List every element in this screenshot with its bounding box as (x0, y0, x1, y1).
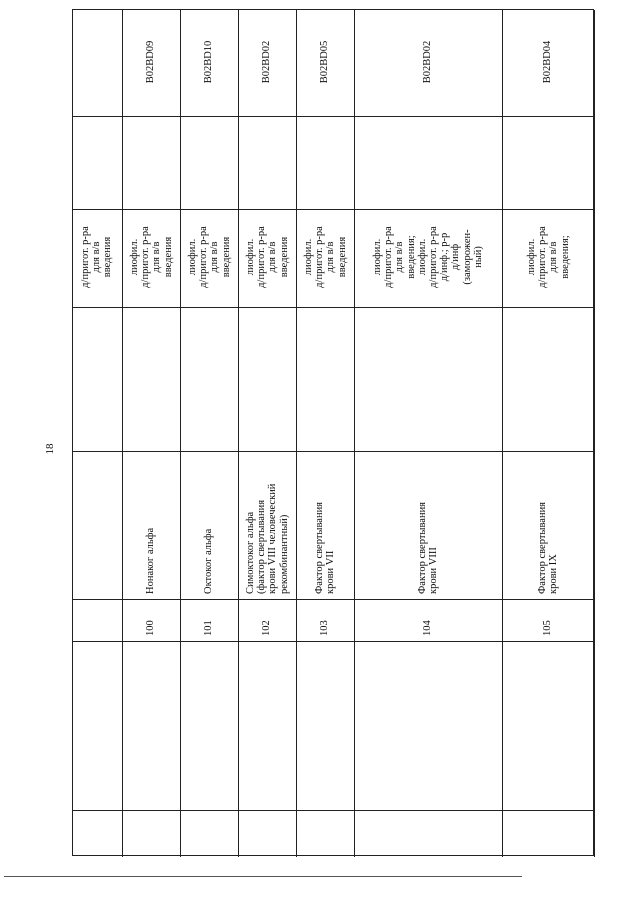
num-text: 102 (261, 620, 273, 636)
name-text: (фактор свертывания (255, 499, 267, 594)
name-cell (537, 454, 559, 594)
table-row (239, 10, 297, 857)
name-text: Нонаког альфа (145, 527, 157, 594)
code-cell (145, 13, 156, 111)
code-text: B02BD04 (542, 40, 554, 84)
drug-table (72, 9, 594, 856)
form-text: д/пригот. р-ра (80, 226, 92, 288)
form-text: лиофил. (186, 238, 198, 276)
form-text: д/инф.; р-р (439, 232, 451, 282)
table-row (181, 10, 239, 857)
table-row (503, 10, 595, 857)
form-cell (245, 212, 290, 302)
num-cell (319, 602, 330, 636)
code-cell (319, 13, 330, 111)
form-cell (80, 212, 114, 302)
form-text: д/пригот. р-ра (383, 226, 395, 288)
name-cell (145, 454, 156, 594)
form-text: введения; (559, 235, 571, 279)
form-text: лиофил. (372, 238, 383, 276)
form-cell (526, 212, 571, 302)
form-text: д/пригот. р-ра (139, 226, 151, 288)
form-text: введения (102, 236, 114, 278)
form-text: введения (220, 236, 232, 278)
form-text: введения; (405, 235, 417, 279)
bottom-rule (4, 876, 522, 877)
table-row (355, 10, 503, 857)
code-cell (542, 13, 553, 111)
code-text: B02BD02 (422, 40, 434, 84)
form-cell (129, 212, 174, 302)
form-text: д/пригот. р-ра (536, 226, 548, 288)
num-cell (203, 602, 214, 636)
code-cell (422, 13, 433, 111)
name-text: Октоког альфа (203, 528, 215, 594)
form-text: для в/в (394, 241, 406, 273)
name-text: Фактор свертывания (536, 501, 548, 594)
form-text: введения (336, 236, 348, 278)
form-text: для в/в (325, 241, 336, 273)
form-text: д/пригот. р-ра (255, 226, 267, 288)
table-row (73, 10, 123, 857)
code-text: B02BD09 (145, 40, 157, 84)
form-cell (372, 212, 484, 302)
code-cell (203, 13, 214, 111)
table-row (123, 10, 181, 857)
form-text: лиофил. (416, 238, 428, 276)
num-cell (542, 602, 553, 636)
name-cell (314, 454, 336, 594)
form-text: д/пригот. р-ра (197, 226, 209, 288)
num-cell (422, 602, 433, 636)
num-text: 100 (145, 620, 157, 636)
code-text: B02BD05 (319, 40, 331, 84)
name-text: крови VIII (428, 547, 439, 594)
form-text: введения (278, 236, 290, 278)
form-text: для в/в (209, 241, 220, 273)
form-text: лиофил. (525, 238, 537, 276)
name-cell (245, 454, 290, 594)
name-text: Симоктоког альфа (244, 511, 256, 594)
form-text: лиофил. (244, 238, 256, 276)
form-text: лиофил. (302, 238, 314, 276)
form-text: для в/в (548, 241, 559, 273)
name-text: рекомбинантный) (278, 514, 290, 594)
name-text: Фактор свертывания (313, 501, 325, 594)
form-text: лиофил. (128, 238, 140, 276)
num-cell (145, 602, 156, 636)
name-text: крови VIII человеческий (267, 483, 278, 594)
num-text: 104 (422, 620, 434, 636)
form-text: для в/в (91, 241, 103, 273)
form-text: для в/в (267, 241, 278, 273)
form-text: д/пригот. р-ра (428, 226, 440, 288)
form-text: для в/в (151, 241, 162, 273)
name-cell (203, 454, 214, 594)
form-text: введения (162, 236, 174, 278)
num-cell (261, 602, 272, 636)
form-text: (заморожен- (461, 229, 473, 285)
code-text: B02BD10 (203, 40, 215, 84)
name-text: крови VII (325, 550, 336, 594)
table-row (297, 10, 355, 857)
name-text: крови IX (548, 554, 559, 594)
name-text: Фактор свертывания (416, 501, 428, 594)
form-cell (303, 212, 348, 302)
form-text: д/пригот. р-ра (313, 226, 325, 288)
page-number: 18 (44, 443, 56, 455)
form-text: ный) (472, 246, 484, 268)
num-text: 101 (203, 620, 215, 636)
name-cell (417, 454, 439, 594)
code-text: B02BD02 (261, 40, 273, 84)
form-text: д/инф (450, 243, 462, 271)
num-text: 103 (319, 620, 331, 636)
form-cell (187, 212, 232, 302)
code-cell (261, 13, 272, 111)
num-text: 105 (542, 620, 554, 636)
